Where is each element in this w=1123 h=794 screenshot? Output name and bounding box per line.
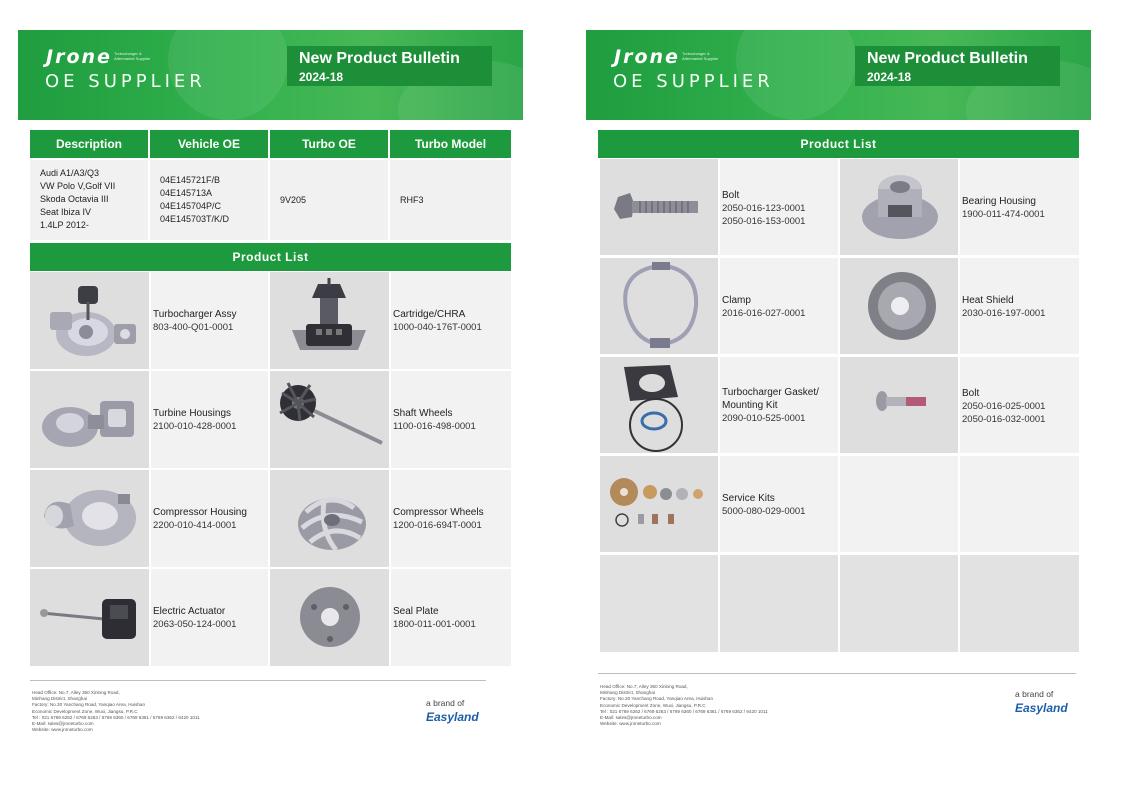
footer-line: E-Mail: sales@jroneturbo.com [600,715,662,721]
actuator-icon [30,569,149,666]
description-line: Seat Ibiza IV [40,207,92,217]
footer-line: Minhang District, Shanghai [600,690,655,696]
product-image-cell [270,569,389,666]
product-image-cell [600,456,718,552]
bolt-icon [600,159,718,255]
gasket-kit-icon [600,357,718,453]
easyland-logo: Easyland [1015,701,1068,715]
oe-supplier-label: OE SUPPLIER [613,71,774,92]
description-line: VW Polo V,Golf VII [40,181,116,191]
header-turbo-model: Turbo Model [390,130,511,158]
jrone-logo: Jrone [614,46,680,68]
footer-line: Tel : 021 6769 6262 / 6769 6263 / 6769 6360 / 6769 6361 / 6769 6362 / 6420 1011 [600,708,768,714]
product-code: 2050-016-153-0001 [722,216,806,227]
product-name: Bolt [962,388,980,399]
product-list-bar: Product List [598,130,1079,158]
product-image-cell [840,357,958,453]
product-image-cell [30,371,149,468]
product-info-cell [720,357,838,453]
bulletin-number: 2024-18 [299,70,344,84]
product-image-cell [30,569,149,666]
product-image-cell [600,159,718,255]
product-name: Electric Actuator [153,606,226,617]
product-name: Turbocharger Assy [153,309,237,320]
product-code: 2050-016-032-0001 [962,414,1046,425]
product-name: Bolt [722,190,740,201]
footer-line: E-Mail: sales@jroneturbo.com [32,721,94,727]
product-code: 2100-010-428-0001 [153,421,237,432]
header-banner [18,30,523,120]
empty-cell [600,555,718,652]
brand-prefix: a brand of [1015,689,1054,699]
vehicle-oe-cell [150,160,268,240]
bulletin-box [287,46,492,86]
product-name: Seal Plate [393,606,439,617]
footer-line: Website: www.jroneturbo.com [600,721,661,727]
product-code: 2016-016-027-0001 [722,308,806,319]
product-code: 2050-016-025-0001 [962,401,1046,412]
product-info-cell [391,569,511,666]
product-info-cell [720,159,838,255]
product-name: Cartridge/CHRA [393,309,466,320]
footer-line: Head Office: No.7, Alley 360 Xinlong Road, [600,684,688,689]
turbo-oe-cell [270,160,388,240]
product-image-cell [600,258,718,354]
brand-block [1015,689,1068,715]
product-image-cell [270,371,389,468]
product-name: Service Kits [722,493,775,504]
footer-divider [30,680,486,681]
product-name: Compressor Housing [153,507,247,518]
description-line: Skoda Octavia III [40,194,109,204]
product-info-cell [391,272,511,369]
product-name: Heat Shield [962,295,1014,306]
product-info-cell [391,470,511,567]
brand-prefix: a brand of [426,698,465,708]
empty-cell [840,456,958,552]
product-info-cell [960,258,1079,354]
footer-line: Factory: No.30 Yanchang Road, Yanqiao Area, Huishan [32,702,146,708]
header-description: Description [30,130,148,158]
bearing-housing-icon [840,159,958,255]
product-info-cell [960,159,1079,255]
product-image-cell [270,272,389,369]
footer-line: Factory: No.30 Yanchang Road, Yanqiao Area, Huishan [600,696,714,702]
product-name: Compressor Wheels [393,507,484,518]
bulletin-title: New Product Bulletin [299,50,460,67]
brand-block [426,698,479,724]
footer-address [600,684,768,727]
product-info-cell [720,456,838,552]
footer-address [32,690,200,733]
product-code: 1100-016-498-0001 [393,421,476,432]
vehicle-oe-line: 04E145721F/B [160,175,221,185]
footer-line: Website: www.jroneturbo.com [32,727,93,733]
turbo-oe-value: 9V205 [280,195,307,205]
seal-plate-icon [270,569,389,666]
empty-cell [720,555,838,652]
bulletin-page-1 [18,0,526,794]
bulletin-page-2 [586,0,1094,794]
service-kit-icon [600,456,718,552]
footer-line: Economic Development Zone, Wuxi, Jiangsu, P.R.C [600,702,706,708]
product-code: 2030-016-197-0001 [962,308,1046,319]
header-vehicle-oe: Vehicle OE [150,130,268,158]
vehicle-oe-line: 04E145713A [160,188,213,198]
short-bolt-icon [840,357,958,453]
logo-tagline: Turbocharger & Aftermarket Supplier [114,51,151,61]
bulletin-title: New Product Bulletin [867,50,1028,67]
footer-line: Tel : 021 6769 6262 / 6769 6263 / 6769 6360 / 6769 6361 / 6769 6362 / 6420 1011 [32,714,200,720]
product-image-cell [840,258,958,354]
footer-divider [598,673,1076,674]
footer-line: Head Office: No.7, Alley 360 Xinlong Road, [32,690,120,695]
compressor-wheel-icon [270,470,389,567]
product-info-cell [391,371,511,468]
product-image-cell [270,470,389,567]
product-name: Clamp [722,295,751,306]
easyland-logo: Easyland [426,710,479,724]
product-code: 5000-080-029-0001 [722,506,806,517]
description-cell [30,160,148,240]
footer-line: Economic Development Zone, Wuxi, Jiangsu, P.R.C [32,708,138,714]
product-name-continued: Mounting Kit [722,400,778,411]
vehicle-oe-line: 04E145703T/K/D [160,214,230,224]
product-image-cell [30,272,149,369]
compressor-housing-icon [30,470,149,567]
product-info-cell [151,470,268,567]
vehicle-oe-line: 04E145704P/C [160,201,222,211]
turbo-model-value: RHF3 [400,195,424,205]
cartridge-icon [270,272,389,369]
product-info-cell [960,357,1079,453]
product-info-cell [151,272,268,369]
product-name: Shaft Wheels [393,408,453,419]
clamp-icon [600,258,718,354]
product-info-cell [720,258,838,354]
header-turbo-oe: Turbo OE [270,130,388,158]
product-name: Bearing Housing [962,196,1036,207]
empty-cell [960,555,1079,652]
empty-cell [840,555,958,652]
turbocharger-icon [30,272,149,369]
turbine-housing-icon [30,371,149,468]
empty-cell [960,456,1079,552]
header-banner [586,30,1091,120]
jrone-logo: Jrone [46,46,112,68]
product-code: 1200-016-694T-0001 [393,520,482,531]
product-name: Turbocharger Gasket/ [722,387,819,398]
product-code: 2090-010-525-0001 [722,413,806,424]
product-code: 1800-011-001-0001 [393,619,476,630]
heat-shield-icon [840,258,958,354]
product-info-cell [151,371,268,468]
product-code: 2063-050-124-0001 [153,619,237,630]
product-code: 803-400-Q01-0001 [153,322,234,333]
product-image-cell [840,159,958,255]
product-name: Turbine Housings [153,408,232,419]
oe-supplier-label: OE SUPPLIER [45,71,206,92]
product-code: 1000-040-176T-0001 [393,322,482,333]
turbo-model-cell [390,160,511,240]
product-info-cell [151,569,268,666]
bulletin-number: 2024-18 [867,70,912,84]
shaft-wheel-icon [270,371,389,468]
product-code: 2200-010-414-0001 [153,520,237,531]
logo-tagline: Turbocharger & Aftermarket Supplier [682,51,719,61]
product-image-cell [600,357,718,453]
product-list-bar: Product List [30,243,511,271]
description-line: 1.4LP 2012- [40,220,89,230]
footer-line: Minhang District, Shanghai [32,696,87,702]
bulletin-box [855,46,1060,86]
product-image-cell [30,470,149,567]
product-code: 2050-016-123-0001 [722,203,806,214]
description-line: Audi A1/A3/Q3 [40,168,100,178]
product-code: 1900-011-474-0001 [962,209,1045,220]
